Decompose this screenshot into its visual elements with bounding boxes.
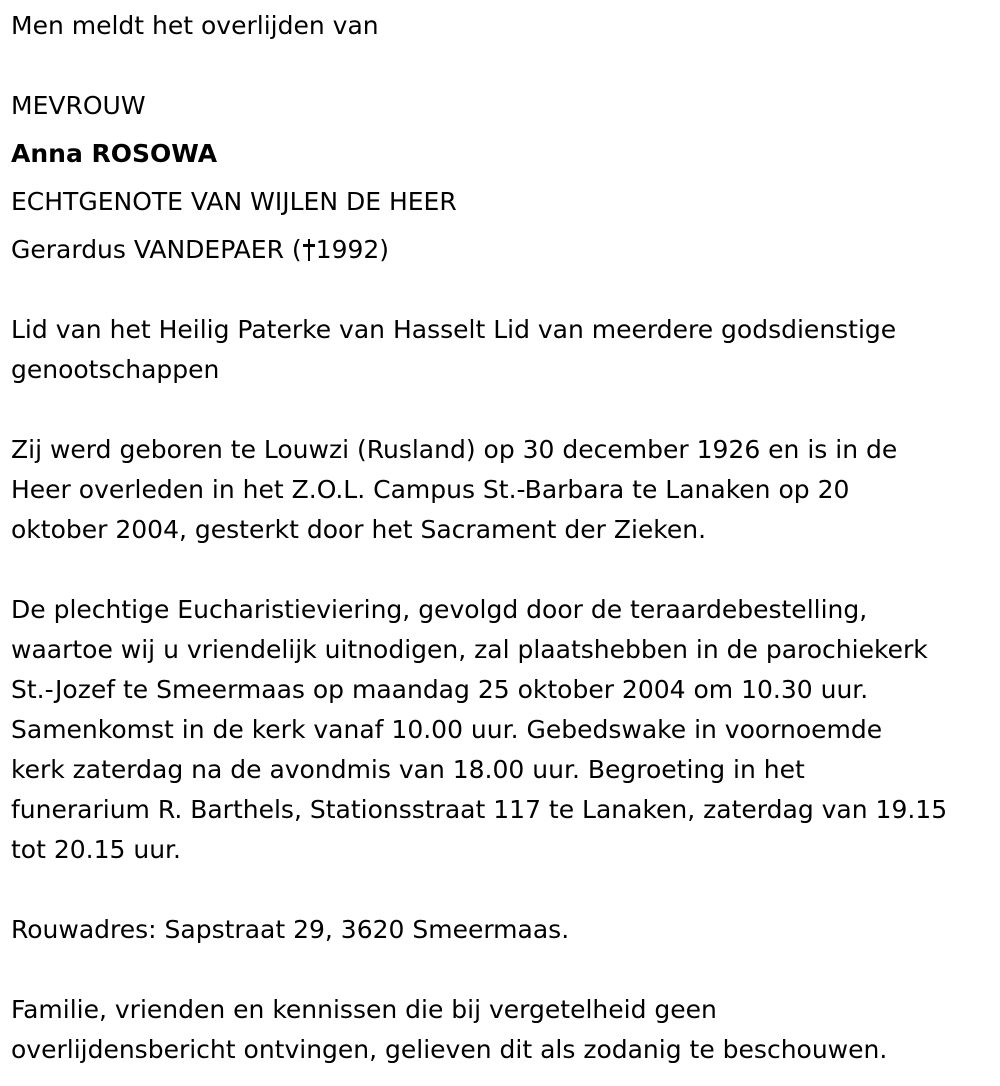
cross-icon (303, 239, 315, 261)
spouse-label: ECHTGENOTE VAN WIJLEN DE HEER (11, 187, 457, 216)
ceremony-line: kerk zaterdag na de avondmis van 18.00 uur. Begroeting in het (11, 755, 805, 784)
membership-line: Lid van het Heilig Paterke van Hasselt Lid van meerdere godsdienstige (11, 315, 897, 344)
ceremony-line: funerarium R. Barthels, Stationsstraat 117 te Lanaken, zaterdag van 19.15 (11, 795, 948, 824)
life-line: oktober 2004, gesterkt door het Sacrament der Zieken. (11, 515, 707, 544)
intro-text: Men meldt het overlijden van (11, 11, 379, 40)
ceremony-line: tot 20.15 uur. (11, 835, 181, 864)
spouse-name: Gerardus VANDEPAER ( (11, 235, 302, 264)
mourning-address: Rouwadres: Sapstraat 29, 3620 Smeermaas. (11, 915, 570, 944)
closing-line: Familie, vrienden en kennissen die bij vergetelheid geen (11, 995, 717, 1024)
honorific-title: MEVROUW (11, 91, 146, 120)
spouse-line (11, 230, 389, 270)
closing-line: overlijdensbericht ontvingen, gelieven dit als zodanig te beschouwen. (11, 1035, 888, 1064)
deceased-name: Anna ROSOWA (11, 139, 218, 168)
life-line: Zij werd geboren te Louwzi (Rusland) op 30 december 1926 en is in de (11, 435, 898, 464)
ceremony-line: St.-Jozef te Smeermaas op maandag 25 oktober 2004 om 10.30 uur. (11, 675, 869, 704)
membership-line: genootschappen (11, 355, 220, 384)
spouse-death-year: 1992) (315, 235, 390, 264)
ceremony-line: Samenkomst in de kerk vanaf 10.00 uur. Gebedswake in voornoemde (11, 715, 883, 744)
life-line: Heer overleden in het Z.O.L. Campus St.-Barbara te Lanaken op 20 (11, 475, 850, 504)
ceremony-line: De plechtige Eucharistieviering, gevolgd door de teraardebestelling, (11, 595, 868, 624)
ceremony-line: waartoe wij u vriendelijk uitnodigen, zal plaatshebben in de parochiekerk (11, 635, 928, 664)
